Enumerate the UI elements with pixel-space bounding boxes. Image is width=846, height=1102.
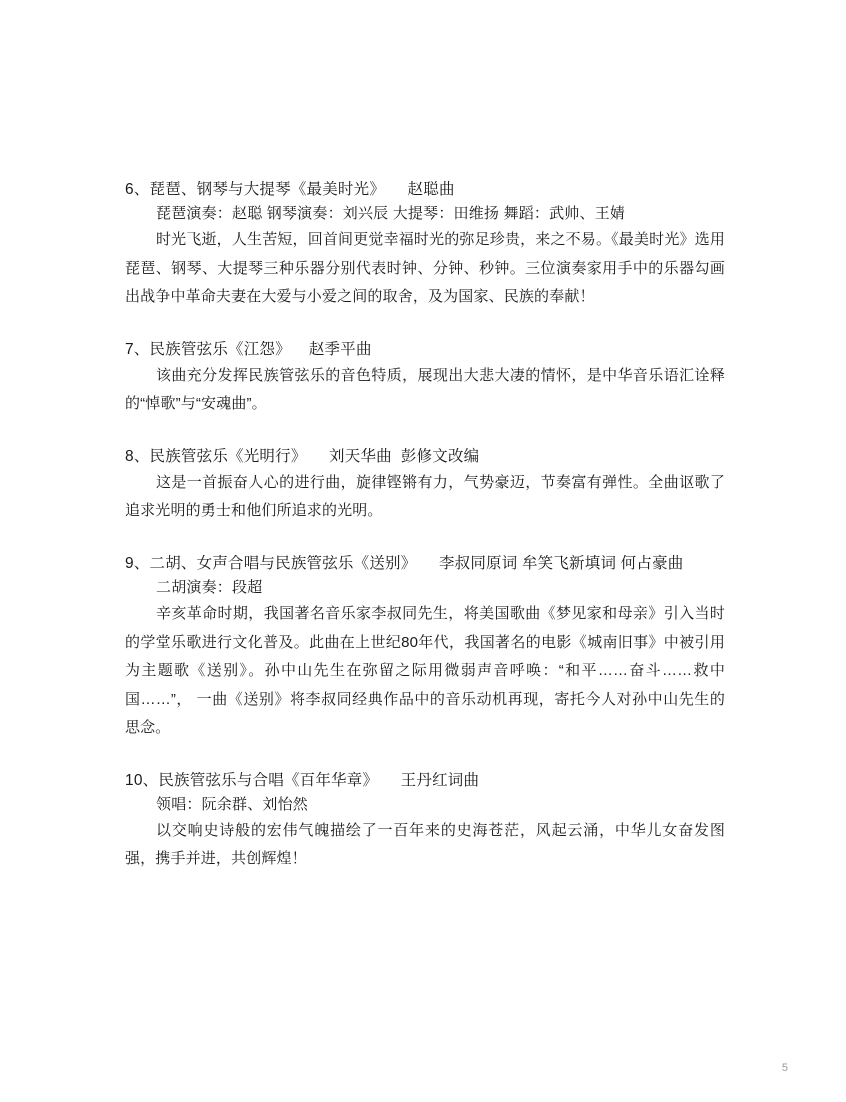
program-entry-6: [125, 178, 725, 312]
entry-heading: 6、琵琶、钢琴与大提琴《最美时光》 赵聪曲: [125, 181, 455, 198]
entry-description: 辛亥革命时期，我国著名音乐家李叔同先生，将美国歌曲《梦见家和母亲》引入当时的学堂乐歌进行文化普及。此曲在上世纪80年代，我国著名的电影《城南旧事》中被引用为主题歌《送别》。孙中山先生在弥留之际用微弱声音呼唤：“和平……奋斗……救中国……”， 一曲《送别》将李叔同经典作品中的音乐动机再现，寄托今人对孙中山先生的思念。: [125, 605, 725, 737]
program-entry-10: [125, 769, 725, 874]
document-body: [125, 178, 725, 900]
page-number: 5: [781, 1062, 788, 1074]
entry-performers: 二胡演奏：段超: [156, 578, 263, 596]
program-entry-8: [125, 445, 725, 526]
entry-heading: 7、民族管弦乐《江怨》 赵季平曲: [125, 340, 372, 358]
program-entry-9: [125, 552, 725, 743]
entry-performers: 领唱：阮余群、刘怡然: [156, 795, 309, 813]
entry-description: 时光飞逝，人生苦短，回首间更觉幸福时光的弥足珍贵，来之不易。《最美时光》选用琵琶、钢琴、大提琴三种乐器分别代表时钟、分钟、秒钟。三位演奏家用手中的乐器勾画出战争中革命夫妻在大爱与小爱之间的取舍，及为国家、民族的奉献！: [125, 231, 725, 306]
entry-description: 这是一首振奋人心的进行曲，旋律铿锵有力，气势豪迈，节奏富有弹性。全曲讴歌了追求光明的勇士和他们所追求的光明。: [125, 473, 725, 520]
entry-heading: 10、民族管弦乐与合唱《百年华章》 王丹红词曲: [125, 771, 480, 789]
entry-heading: 8、民族管弦乐《光明行》 刘天华曲 彭修文改编: [125, 447, 480, 465]
entry-heading: 9、二胡、女声合唱与民族管弦乐《送别》 李叔同原词 牟笑飞新填词 何占豪曲: [125, 554, 684, 572]
entry-description: 以交响史诗般的宏伟气魄描绘了一百年来的史海苍茫，风起云涌，中华儿女奋发图强，携手并进，共创辉煌！: [125, 821, 725, 868]
program-entry-7: [125, 338, 725, 419]
entry-performers: 琵琶演奏：赵聪 钢琴演奏：刘兴辰 大提琴：田维扬 舞蹈：武帅、王婧: [156, 205, 626, 223]
entry-description: 该曲充分发挥民族管弦乐的音色特质，展现出大悲大凄的情怀，是中华音乐语汇诠释的“悼歌”与“安魂曲”。: [125, 366, 725, 413]
